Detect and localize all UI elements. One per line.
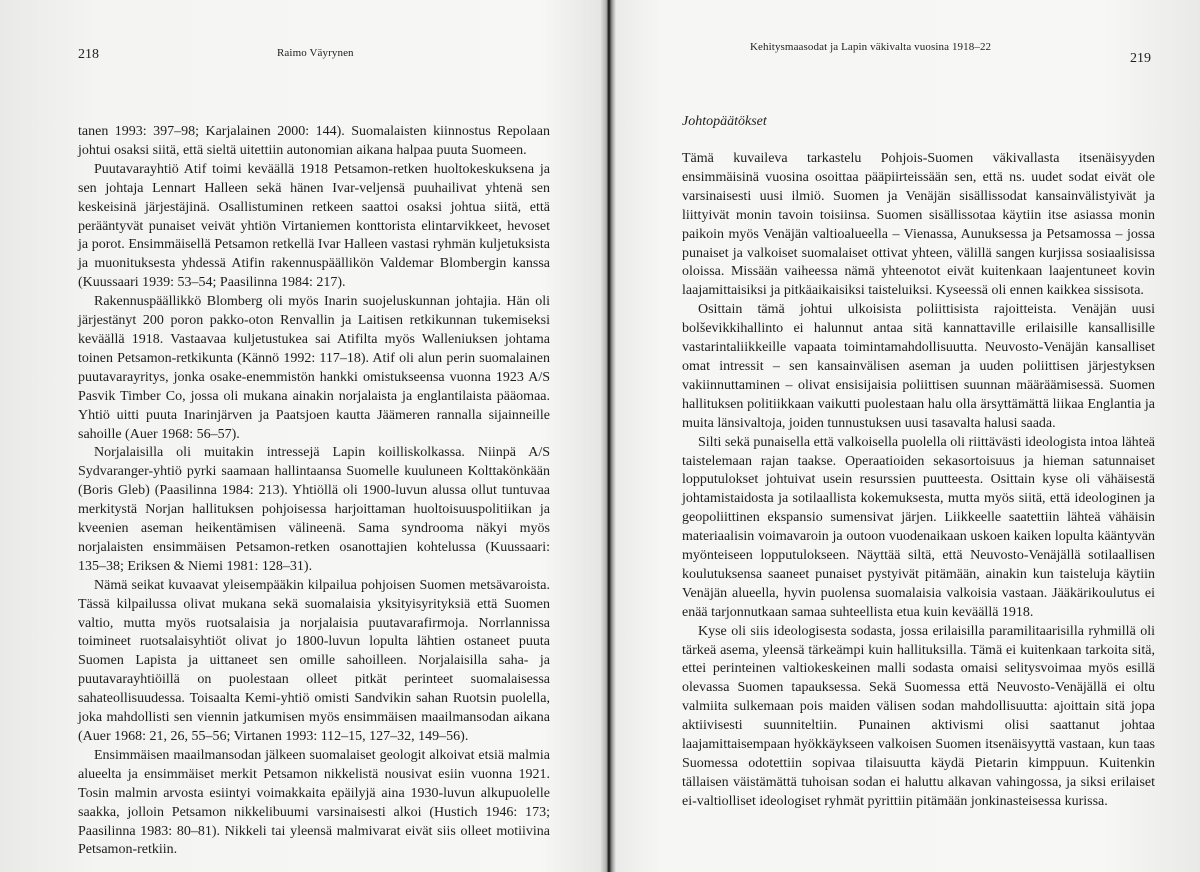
section-heading: Johtopäätökset (682, 114, 767, 129)
paragraph: Norjalaisilla oli muitakin intressejä Lapin koilliskolkassa. Niinpä A/S Sydvaranger-yhtiö pyrki saamaan hallintaansa Suomelle kuuluneen Kolttakönkään (Boris Gleb) (Paasilinna 1984: 213). Yhtiöllä oli 1900-luvun alussa ollut tuntuvaa merkitystä Norjan hallituksen pohjoisessa harjoittaman huoltoisuuspolitiikan ja kveenien aseman heikentämisen välineenä. Sama syndrooma näkyi myös norjalaisten ensimmäisen Petsamon-retken osanottajien kohtelussa (Kuussaari: 135–38; Eriksen & Niemi 1981: 128–31). (78, 445, 550, 574)
page-number-left: 218 (78, 47, 99, 62)
paragraph: Kyse oli siis ideologisesta sodasta, jossa erilaisilla paramilitaarisilla ryhmillä oli tärkeä asema, yleensä tärkeämpi kuin hallituksilla. Tämä ei kuitenkaan tarkoita sitä, ettei perinteinen valtiokeskeinen malli sodasta omaisi selitysvoimaa myös esillä olevassa Suomen tapauksessa. Sekä Suomessa että Neuvosto-Venäjällä ei oltu valmiita sulkemaan pois maiden välisen sodan mahdollisuutta: ajoittain sitä jopa aktiivisesti suunniteltiin. Punainen aktivismi olisi saattanut johtaa laajamittaisempaan hyökkäykseen valkoisen Suomen itsenäisyyttä vastaan, kun taas Suomessa odotettiin sopivaa tilaisuutta käydä Pietarin kimppuun. Kuitenkin tällaisen väistämättä tuhoisan sodan ei haluttu alkavan vahingossa, ja siksi erilaiset ei-valtiolliset ideologiset ryhmät pyrittiin pitämään jonkinasteisessa kurissa. (682, 623, 1155, 809)
paragraph: Puutavarayhtiö Atif toimi keväällä 1918 Petsamon-retken huoltokeskuksena ja sen johtaja Lennart Halleen sekä hänen Ivar-veljensä puuhailivat yhtenä sen keskeisinä järjestäjinä. Osallistuminen retkeen saattoi osaksi johtua siitä, että perääntyvät punaiset veivät yhtiön Virtaniemen konttorista elintarvikkeet, hevoset ja porot. Ensimmäisellä Petsamon retkellä Ivar Halleen vastasi ryhmän kuljetuksista ja muonituksesta yhdessä Atifin rakennuspäällikön Valdemar Blombergin kanssa (Kuussaari 1939: 53–54; Paasilinna 1984: 217). (78, 161, 550, 291)
left-page-body (78, 123, 550, 860)
right-page (616, 0, 1200, 872)
paragraph: Silti sekä punaisella että valkoisella puolella oli riittävästi ideologista intoa lähteä taistelemaan rajan taakse. Operaatioiden sekasortoisuus ja hieman satunnaiset lopputulokset johtuivat usein resurssien puutteesta. Osittain kyse oli vähäisestä johtamistaidosta ja sotilaallista kokemuksesta, mutta myös siitä, että ideologinen ja geopoliittinen ekspansio sumensivat järjen. Liikkeelle saatettiin lähteä vähäisin materiaalisin voimavaroin ja outoon vuodenaikaan uskoen kaiken lopulta kääntyvän myönteiseen lopputulokseen. Näyttää siltä, että Neuvosto-Venäjällä sotilaallisen koulutuksensa saaneet punaiset pystyivät pitämään, ainakin kun taisteluja käytiin Venäjän alueella, hyvin puolensa suomalaisia valkoisia vastaan. Jääkärikoulutus ei enää tarjonnutkaan samaa suhteellista etua kuin keväällä 1918. (682, 434, 1155, 620)
paragraph: Rakennuspäällikkö Blomberg oli myös Inarin suojeluskunnan johtajia. Hän oli järjestänyt 200 poron pakko-oton Renvallin ja Laitisen retkikunnan tukemiseksi keväällä 1918. Vastaavaa kuljetustukea sai Atifilta myös Walleniuksen johtama toinen Petsamon-retkikunta (Kännö 1992: 117–18). Atif oli alun perin suomalainen puutavarayritys, jonka osake-enemmistön hankki omistukseensa vuonna 1923 A/S Pasvik Timber Co, jossa oli mukana ainakin norjalaista ja englantilaista pääomaa. Yhtiö uitti puuta Inarinjärven ja Paatsjoen kautta Jäämeren rannalla sijainneille sahoille (Auer 1968: 56–57). (78, 294, 550, 442)
paragraph: Ensimmäisen maailmansodan jälkeen suomalaiset geologit alkoivat etsiä malmia alueelta ja ensimmäiset merkit Petsamon nikkelistä nousivat esiin vuonna 1921. Tosin malmin arvosta esiintyi voimakkaita epäilyjä aina 1930-luvun alkupuolelle saakka, jolloin Petsamon nikkelibuumi varsinaisesti alkoi (Hustich 1946: 173; Paasilinna 1983: 80–81). Nikkeli tai yleensä malmivarat eivät siis olleet motiivina Petsamon-retkiin. (78, 747, 550, 858)
page-number-right: 219 (1130, 51, 1151, 66)
paragraph: Osittain tämä johtui ulkoisista poliittisista rajoitteista. Venäjän uusi bolševikkihallinto ei halunnut antaa sitä kannattaville erilaisille kansallisille vastarintaliikkeille vapaata toimintamahdollisuutta. Neuvosto-Venäjän kansalliset omat intressit – sen kansainvälisen aseman ja uuden poliittisen järjestyksen vakiinnuttaminen – olivat ensisijaisia poliittisen suunnan määräämisessä. Suomen hallituksen politiikkaan vaikutti puolestaan halu olla ärsyttämättä liikaa Englantia ja muita länsivaltoja, joiden tunnustuksen uusi tasavalta halusi saada. (682, 302, 1155, 431)
right-page-body (682, 150, 1155, 812)
paragraph: Nämä seikat kuvaavat yleisempääkin kilpailua pohjoisen Suomen metsävaroista. Tässä kilpailussa olivat mukana sekä suomalaisia yksityisyrityksiä että Suomen valtio, mutta myös ruotsalaisia ja norjalaisia puutavarafirmoja. Norrlannissa toimineet ruotsalaisyhtiöt olivat jo 1800-luvun lopulta lähtien ostaneet puuta Suomen Lapista ja uittaneet sen omille sahoilleen. Norjalaisilla saha- ja puutavarayhtiöillä on puolestaan olleet pitkät perinteet suomalaisessa sahateollisuudessa. Toisaalta Kemi-yhtiö omisti Sandvikin sahan Ruotsin puolella, joka mahdollisti sen viennin jatkumisen myös ensimmäisen maailmansodan aikana (Auer 1968: 21, 26, 55–56; Virtanen 1993: 112–15, 127–32, 149–56). (78, 577, 550, 744)
running-head-right: Kehitysmaasodat ja Lapin väkivalta vuosina 1918–22 (750, 41, 992, 53)
book-gutter (600, 0, 616, 872)
paragraph: Tämä kuvaileva tarkastelu Pohjois-Suomen väkivallasta itsenäisyyden ensimmäisinä vuosina osoittaa pääpiirteissään sen, että ns. uudet sodat eivät ole varsinaisesti uusi ilmiö. Suomen ja Venäjän sisällissodat kansainvälistyivät ja liittyivät monin tavoin toisiinsa. Suomen sisällissotaa käytiin itse asiassa monin paikoin myös Venäjän valtioalueella – Vienassa, Aunuksessa ja Petsamossa – jossa punaiset ja valkoiset suomalaiset ottivat yhteen, välillä sangen kurjissa sosiaalisissa oloissa. Missään vaiheessa nämä yhteenotot eivät kuitenkaan laajentuneet kovin laajamittaisiksi ja pitkäaikaisiksi taisteluiksi. Kyseessä oli ennen kaikkea sissisota. (682, 151, 1155, 299)
running-head-left: Raimo Väyrynen (277, 47, 354, 59)
paragraph: tanen 1993: 397–98; Karjalainen 2000: 144). Suomalaisten kiinnostus Repolaan johtui osaksi siitä, että sieltä uitettiin autonomian aikana halpaa puuta Suomeen. (78, 124, 550, 158)
